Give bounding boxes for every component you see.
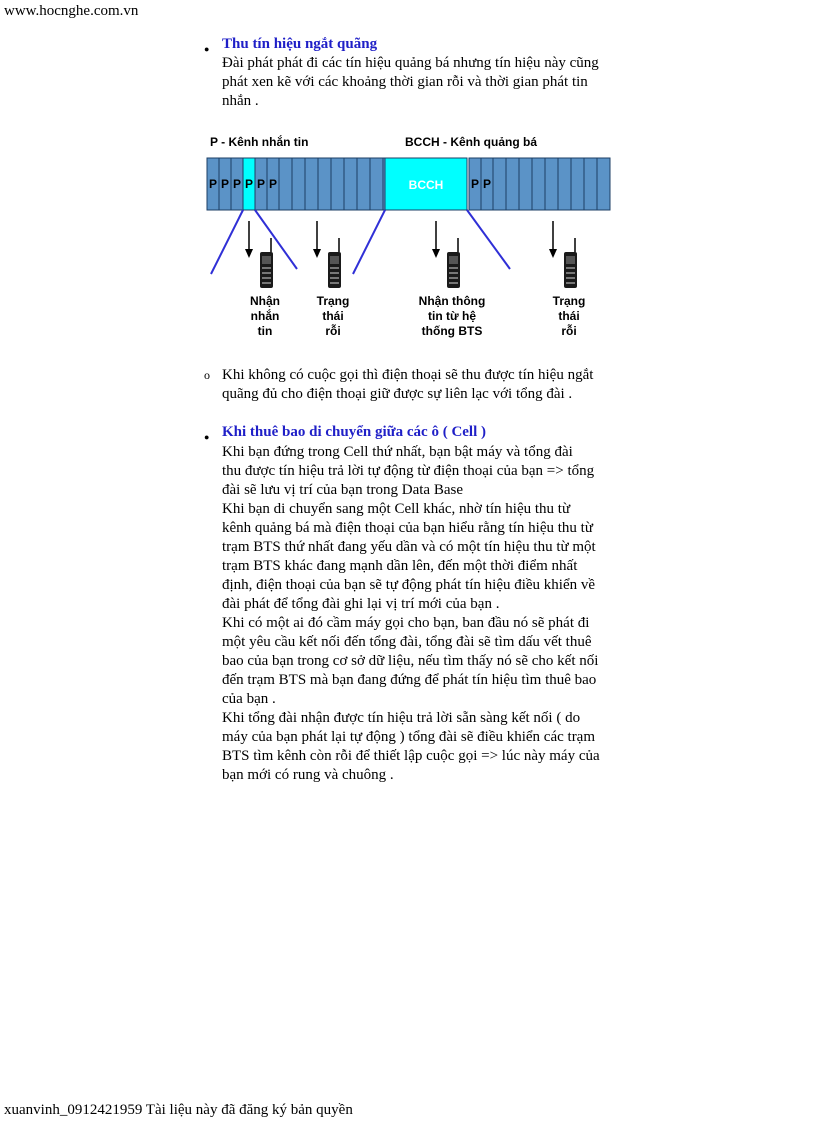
text-line: phát xen kẽ với các khoảng thời gian rỗi và thời gian phát tin (222, 74, 588, 90)
text-line: định, điện thoại của bạn sẽ tự động phát tín hiệu điều khiển về (222, 577, 596, 593)
phone-caption-line: rỗi (325, 324, 341, 338)
phone-keys (330, 272, 339, 274)
text-line: bạn mới có rung và chuông . (222, 767, 394, 783)
phone-screen (330, 256, 339, 264)
signal-line (467, 210, 510, 269)
phone-caption-line: tin từ hệ (427, 309, 477, 323)
slot-p-label: P (244, 177, 254, 191)
phone-keys (262, 277, 271, 279)
phone-caption-line: Trạng (316, 294, 350, 308)
slot-p-label: P (268, 177, 278, 191)
circle-bullet-icon: o (204, 368, 210, 382)
text-line: bao của bạn trong cơ sở dữ liệu, nếu tìm thấy nó sẽ cho kết nối (222, 653, 599, 669)
phone-keys (449, 267, 458, 269)
timeslot (279, 158, 292, 210)
phone-icons (245, 221, 577, 288)
phone-screen (449, 256, 458, 264)
timeslot (370, 158, 383, 210)
text-line: một yêu cầu kết nối đến tổng đài, tổng đài sẽ tìm dấu vết thuê (222, 634, 592, 650)
phone-keys (566, 277, 575, 279)
phone-caption-line: thống BTS (421, 324, 483, 338)
phone-caption-line: rỗi (561, 324, 577, 338)
phone-caption-line: Nhận (250, 294, 280, 308)
phone-keys (566, 267, 575, 269)
text-line: quãng đủ cho điện thoại giữ được sự liên lạc với tổng đài . (222, 386, 573, 402)
timeslot (493, 158, 506, 210)
timeslot (344, 158, 357, 210)
phone-caption-line: nhắn (250, 309, 280, 323)
footer-copyright: xuanvinh_0912421959 Tài liệu này đã đăng ký bản quyền (4, 1102, 353, 1118)
phone-keys (262, 267, 271, 269)
section-title-cell-move: ● Khi thuê bao di chuyển giữa các ô ( Cell ) (204, 423, 486, 442)
text-line: Khi không có cuộc gọi thì điện thoại sẽ thu được tín hiệu ngắt (222, 367, 594, 383)
paging-channel-label: P - Kênh nhắn tin (210, 135, 309, 149)
timeslot (558, 158, 571, 210)
slot-p-label: P (232, 177, 242, 191)
text-line: Khi có một ai đó cầm máy gọi cho bạn, ban đầu nó sẽ phát đi (222, 615, 590, 631)
phone-caption-line: tin (257, 324, 273, 338)
phone-screen (262, 256, 271, 264)
phone-caption-line: thái (558, 309, 580, 323)
timeslot (292, 158, 305, 210)
section-title-intermittent: ● Thu tín hiệu ngắt quãng (204, 35, 377, 54)
arrow-head-icon (432, 249, 440, 258)
arrow-head-icon (313, 249, 321, 258)
phone-keys (262, 282, 271, 284)
timeslot (305, 158, 318, 210)
text-line: kênh quảng bá mà điện thoại của bạn hiểu rằng tín hiệu thu từ (222, 520, 593, 536)
phone-keys (449, 272, 458, 274)
phone-keys (330, 277, 339, 279)
phone-caption-line: Trạng (552, 294, 586, 308)
text-line: đài phát để tổng đài ghi lại vị trí mới của bạn . (222, 596, 500, 612)
arrow-head-icon (245, 249, 253, 258)
arrow-head-icon (549, 249, 557, 258)
phone-caption-line: thái (322, 309, 344, 323)
signal-line (353, 210, 385, 274)
timeslot (357, 158, 370, 210)
slot-p-label: P (470, 177, 480, 191)
timeslot (532, 158, 545, 210)
channel-diagram (205, 126, 617, 346)
text-line: Khi bạn di chuyển sang một Cell khác, nhờ tín hiệu thu từ (222, 501, 571, 517)
text-line: thu được tín hiệu trả lời tự động từ điện thoại của bạn => tổng (222, 463, 595, 479)
text-line: trạm BTS thứ nhất đang yếu dần và có một tín hiệu thu từ một (222, 539, 596, 555)
timeslot-strip (207, 158, 610, 210)
section1-paragraph (222, 54, 642, 111)
timeslot (545, 158, 558, 210)
phone-keys (566, 282, 575, 284)
slot-p-label: P (208, 177, 218, 191)
slot-p-label: P (256, 177, 266, 191)
broadcast-channel-label: BCCH - Kênh quảng bá (405, 135, 537, 149)
timeslot (584, 158, 597, 210)
phone-keys (449, 282, 458, 284)
section2-paragraph (222, 443, 642, 785)
text-line: đến trạm BTS mà bạn đang đứng để phát tín hiệu tìm thuê bao (222, 672, 597, 688)
text-line: BTS tìm kênh còn rỗi để thiết lập cuộc gọi => lúc này máy của (222, 748, 600, 764)
note-item (204, 366, 644, 404)
slot-p-label: P (482, 177, 492, 191)
slot-p-label: P (220, 177, 230, 191)
phone-screen (566, 256, 575, 264)
timeslot (519, 158, 532, 210)
phone-captions (250, 294, 585, 338)
timeslot (506, 158, 519, 210)
phone-keys (330, 282, 339, 284)
phone-keys (330, 267, 339, 269)
slot-bcch-label: BCCH (408, 178, 444, 192)
signal-lines (211, 210, 510, 274)
text-line: đài sẽ lưu vị trí của bạn trong Data Base (222, 482, 463, 498)
timeslot (597, 158, 610, 210)
text-line: Đài phát phát đi các tín hiệu quảng bá nhưng tín hiệu này cũng (222, 55, 599, 71)
text-line: nhắn . (222, 93, 259, 109)
phone-keys (566, 272, 575, 274)
phone-keys (449, 277, 458, 279)
text-line: máy của bạn phát lại tự động ) tổng đài sẽ điều khiển các trạm (222, 729, 596, 745)
text-line: của bạn . (222, 691, 276, 707)
phone-caption-line: Nhận thông (418, 294, 486, 308)
text-line: Khi bạn đứng trong Cell thứ nhất, bạn bật máy và tổng đài (222, 444, 573, 460)
timeslot (331, 158, 344, 210)
timeslot (571, 158, 584, 210)
site-header: www.hocnghe.com.vn (4, 3, 139, 19)
timeslot (318, 158, 331, 210)
text-line: trạm BTS khác đang mạnh dần lên, đến một thời điểm nhất (222, 558, 578, 574)
phone-keys (262, 272, 271, 274)
signal-line (211, 210, 243, 274)
text-line: Khi tổng đài nhận được tín hiệu trả lời sẵn sàng kết nối ( do (222, 710, 581, 726)
